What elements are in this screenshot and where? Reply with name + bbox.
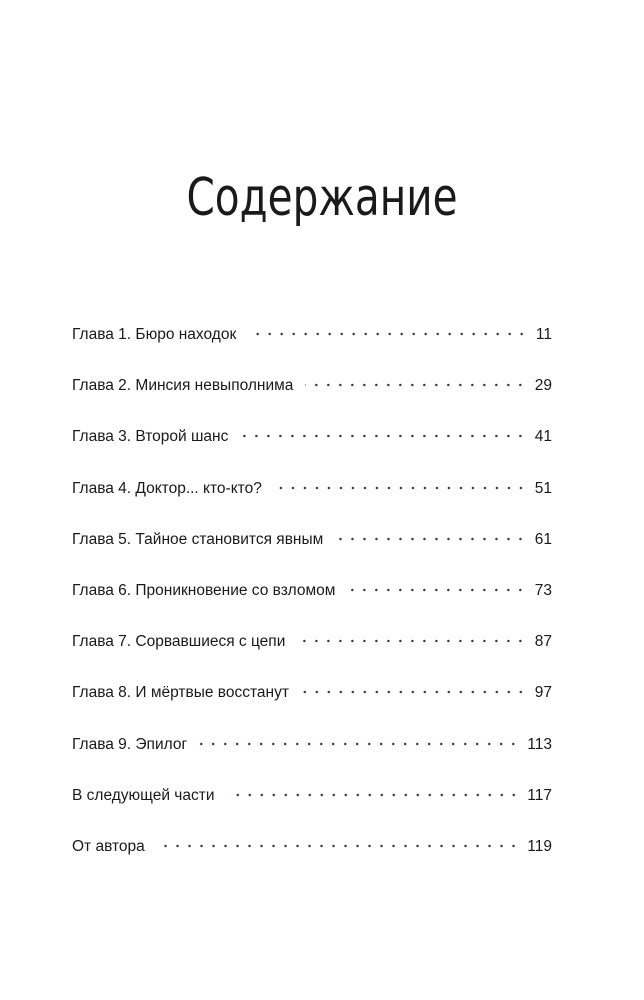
toc-entry-page: 51 [534, 479, 552, 497]
dot-leader [248, 332, 528, 336]
toc-entry [72, 531, 552, 582]
toc-entry-page: 119 [527, 837, 552, 855]
dot-leader [157, 844, 520, 848]
dot-leader [301, 690, 527, 694]
dot-leader [274, 486, 527, 490]
toc-entry [72, 326, 552, 377]
toc-entry-title: Глава 6. Проникновение со взломом [72, 581, 336, 599]
toc-entry-title: Глава 2. Минсия невыполнима [72, 377, 294, 395]
toc-entry [72, 736, 552, 787]
toc-entry [72, 684, 552, 735]
toc-entry-title: Глава 8. И мёртвые восстанут [72, 684, 289, 702]
dot-leader [347, 588, 526, 592]
toc-entry-page: 61 [534, 530, 552, 548]
toc-entry-page: 117 [527, 786, 552, 804]
toc-entry-title: Глава 9. Эпилог [72, 735, 188, 753]
dot-leader [335, 537, 526, 541]
page-title: Содержание [186, 168, 458, 228]
toc-entry [72, 787, 552, 838]
toc-entry [72, 377, 552, 428]
toc-entry [72, 838, 552, 889]
toc-entry-page: 87 [534, 633, 552, 651]
toc-entry-page: 29 [534, 377, 552, 395]
toc-entry-title: Глава 7. Сорвавшиеся с цепи [72, 633, 286, 651]
toc-entry-title: Глава 4. Доктор... кто-кто? [72, 479, 262, 497]
dot-leader [305, 383, 526, 387]
toc-entry-title: Глава 5. Тайное становится явным [72, 530, 324, 548]
toc-entry-title: Глава 1. Бюро находок [72, 326, 237, 343]
toc-entry [72, 582, 552, 633]
toc-entry-title: В следующей части [72, 786, 215, 804]
dot-leader [297, 639, 526, 643]
toc-entry [72, 428, 552, 479]
toc-entry-page: 113 [527, 735, 552, 753]
toc-entry [72, 633, 552, 684]
table-of-contents [72, 326, 552, 889]
toc-entry [72, 480, 552, 531]
dot-leader [199, 742, 519, 746]
dot-leader [240, 434, 526, 438]
dot-leader [227, 793, 520, 797]
toc-entry-title: Глава 3. Второй шанс [72, 428, 229, 446]
toc-entry-page: 41 [534, 428, 552, 446]
toc-entry-page: 97 [534, 684, 552, 702]
toc-entry-title: От автора [72, 837, 145, 855]
toc-entry-page: 11 [535, 326, 552, 343]
toc-entry-page: 73 [534, 581, 552, 599]
